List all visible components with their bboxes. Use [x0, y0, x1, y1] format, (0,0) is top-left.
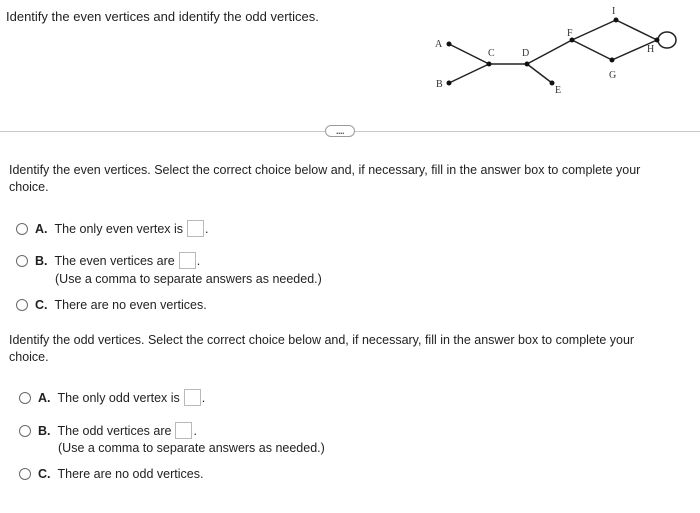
part1-option-a[interactable]: A. The only even vertex is .: [16, 220, 209, 237]
label-f: F: [567, 28, 573, 39]
part2-prompt: Identify the odd vertices. Select the correct choice below and, if necessary, fill in the answer box to complete your choice.: [9, 333, 635, 364]
part1-option-c[interactable]: C. There are no even vertices.: [16, 298, 207, 312]
label-a: A: [435, 39, 443, 50]
vertex-i: [614, 18, 619, 23]
part1-note: (Use a comma to separate answers as needed.): [55, 272, 322, 286]
label-h: H: [647, 44, 655, 55]
radio-button[interactable]: [19, 468, 31, 480]
vertex-a: [447, 42, 452, 47]
part1-prompt: Identify the even vertices. Select the correct choice below and, if necessary, fill in the answer box to complete your choice.: [9, 163, 641, 194]
radio-button[interactable]: [19, 392, 31, 404]
vertex-h: [655, 38, 660, 43]
part2-note: (Use a comma to separate answers as needed.): [58, 441, 325, 455]
label-b: B: [436, 79, 443, 90]
more-button[interactable]: ....: [325, 125, 355, 137]
answer-box[interactable]: [187, 220, 204, 237]
part2-option-a[interactable]: A. The only odd vertex is .: [19, 389, 205, 406]
radio-button[interactable]: [19, 425, 31, 437]
vertex-g: [610, 58, 615, 63]
radio-button[interactable]: [16, 255, 28, 267]
radio-button[interactable]: [16, 223, 28, 235]
radio-button[interactable]: [16, 299, 28, 311]
label-e: E: [555, 85, 562, 96]
label-g: G: [609, 70, 617, 81]
vertex-d: [525, 62, 530, 67]
part1-option-b[interactable]: B. The even vertices are .: [16, 252, 200, 269]
answer-box[interactable]: [175, 422, 192, 439]
answer-box[interactable]: [184, 389, 201, 406]
part2-option-c[interactable]: C. There are no odd vertices.: [19, 467, 203, 481]
label-d: D: [522, 48, 530, 59]
graph-figure: [0, 0, 700, 120]
vertex-b: [447, 81, 452, 86]
label-c: C: [488, 48, 495, 59]
vertex-e: [550, 81, 555, 86]
label-i: I: [612, 6, 616, 17]
vertex-c: [487, 62, 492, 67]
question-text: Identify the even vertices and identify the odd vertices.: [6, 9, 319, 24]
answer-box[interactable]: [179, 252, 196, 269]
part2-option-b[interactable]: B. The odd vertices are .: [19, 422, 197, 439]
